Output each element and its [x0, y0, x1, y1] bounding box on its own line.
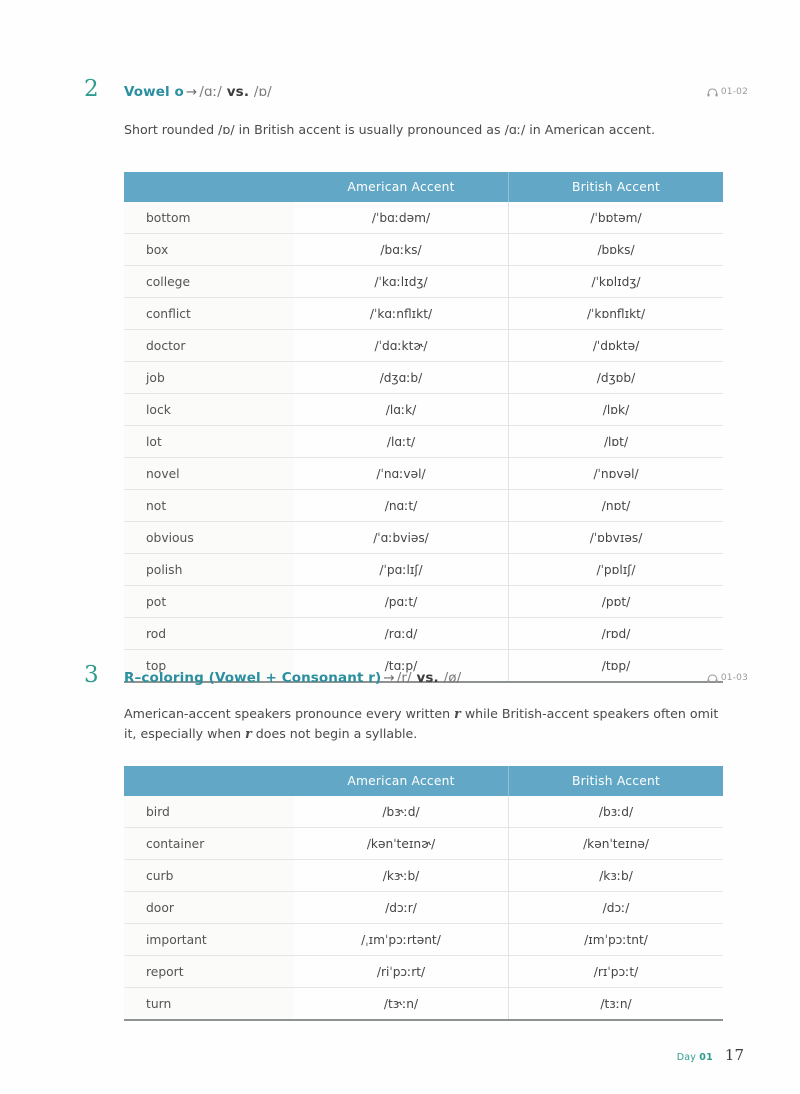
section-title-main: Vowel o — [124, 84, 184, 100]
section-title-main: R–coloring (Vowel + Consonant r) — [124, 670, 382, 686]
column-header-british: British Accent — [509, 766, 724, 796]
cell-american-ipa: /dʒɑːb/ — [294, 362, 509, 394]
cell-british-ipa: /rɪˈpɔːt/ — [509, 956, 724, 988]
headphones-icon — [707, 674, 718, 683]
section-title — [124, 670, 461, 686]
audio-track-number: 01-02 — [720, 87, 748, 97]
cell-american-ipa: /kɝːb/ — [294, 860, 509, 892]
cell-word: bird — [124, 796, 294, 828]
cell-british-ipa: /ˈbɒtəm/ — [509, 202, 724, 234]
cell-word: lot — [124, 426, 294, 458]
footer-day-number: 01 — [699, 1052, 713, 1063]
audio-track-number: 01-03 — [720, 673, 748, 683]
column-header-american: American Accent — [294, 766, 509, 796]
column-header-word — [124, 172, 294, 202]
section-title — [124, 84, 272, 100]
cell-american-ipa: /tɝːn/ — [294, 988, 509, 1021]
table-row — [124, 458, 723, 490]
cell-word: important — [124, 924, 294, 956]
arrow-glyph: → — [383, 670, 395, 686]
table-row — [124, 490, 723, 522]
cell-british-ipa: /ˈkɒnflɪkt/ — [509, 298, 724, 330]
table-row — [124, 924, 723, 956]
description-part-3: does not begin a syllable. — [251, 726, 418, 741]
cell-american-ipa: /kənˈteɪnɚ/ — [294, 828, 509, 860]
cell-british-ipa: /ˈɒbvɪəs/ — [509, 522, 724, 554]
cell-american-ipa: /ˌɪmˈpɔːrtənt/ — [294, 924, 509, 956]
cell-word: polish — [124, 554, 294, 586]
section-ipa-target: /r/ — [396, 670, 412, 686]
section-vs-label: vs. — [416, 670, 439, 686]
table-row — [124, 892, 723, 924]
cell-word: rod — [124, 618, 294, 650]
cell-british-ipa: /dʒɒb/ — [509, 362, 724, 394]
page-footer — [677, 1046, 744, 1064]
cell-british-ipa: /lɒt/ — [509, 426, 724, 458]
cell-british-ipa: /pɒt/ — [509, 586, 724, 618]
cell-british-ipa: /rɒd/ — [509, 618, 724, 650]
cell-american-ipa: /ˈɑːbviəs/ — [294, 522, 509, 554]
table-row — [124, 522, 723, 554]
headphones-icon — [707, 88, 718, 97]
footer-day-text: Day — [676, 1052, 697, 1063]
cell-word: college — [124, 266, 294, 298]
cell-american-ipa: /tɑːp/ — [294, 650, 509, 683]
audio-track-label[interactable] — [707, 673, 748, 683]
cell-word: obvious — [124, 522, 294, 554]
cell-british-ipa: /kɜːb/ — [509, 860, 724, 892]
cell-american-ipa: /rɑːd/ — [294, 618, 509, 650]
cell-american-ipa: /pɑːt/ — [294, 586, 509, 618]
cell-american-ipa: /riˈpɔːrt/ — [294, 956, 509, 988]
section-vowel-o — [0, 76, 800, 673]
cell-british-ipa: /lɒk/ — [509, 394, 724, 426]
cell-british-ipa: /ˈkɒlɪdʒ/ — [509, 266, 724, 298]
cell-word: turn — [124, 988, 294, 1021]
description-part-1: American-accent speakers pronounce every written — [124, 706, 455, 721]
section-ipa-compare: /ɒ/ — [253, 84, 272, 100]
table-row — [124, 618, 723, 650]
table-row — [124, 234, 723, 266]
description-emphasis-2: r — [245, 726, 252, 741]
table-row — [124, 362, 723, 394]
table-row — [124, 330, 723, 362]
table-row — [124, 266, 723, 298]
table-row — [124, 956, 723, 988]
cell-word: lock — [124, 394, 294, 426]
cell-british-ipa: /dɔː/ — [509, 892, 724, 924]
pronunciation-table-r-coloring — [124, 766, 723, 1021]
cell-word: box — [124, 234, 294, 266]
cell-american-ipa: /ˈdɑːktɚ/ — [294, 330, 509, 362]
section-ipa-target: /ɑː/ — [199, 84, 222, 100]
description-emphasis-1: r — [454, 706, 461, 721]
cell-word: bottom — [124, 202, 294, 234]
pronunciation-table-vowel-o — [124, 172, 723, 683]
table-row — [124, 426, 723, 458]
section-number: 2 — [84, 76, 99, 102]
cell-word: container — [124, 828, 294, 860]
column-header-british: British Accent — [509, 172, 724, 202]
cell-word: report — [124, 956, 294, 988]
cell-british-ipa: /ˈpɒlɪʃ/ — [509, 554, 724, 586]
cell-british-ipa: /tɜːn/ — [509, 988, 724, 1021]
table-header-row — [124, 766, 723, 796]
section-description: Short rounded /ɒ/ in British accent is usually pronounced as /ɑː/ in American accent. — [124, 122, 655, 137]
description-part-2: while British-accent speakers often omit it, especially when — [124, 706, 719, 741]
cell-american-ipa: /ˈkɑːlɪdʒ/ — [294, 266, 509, 298]
table-row — [124, 394, 723, 426]
section-2-header — [0, 76, 800, 112]
cell-british-ipa: /tɒp/ — [509, 650, 724, 683]
cell-american-ipa: /ˈkɑːnflɪkt/ — [294, 298, 509, 330]
cell-american-ipa: /lɑːt/ — [294, 426, 509, 458]
column-header-american: American Accent — [294, 172, 509, 202]
table-body-vowel-o — [124, 202, 723, 682]
cell-british-ipa: /bɜːd/ — [509, 796, 724, 828]
cell-word: door — [124, 892, 294, 924]
cell-american-ipa: /ˈbɑːdəm/ — [294, 202, 509, 234]
cell-word: curb — [124, 860, 294, 892]
cell-american-ipa: /lɑːk/ — [294, 394, 509, 426]
table-row — [124, 554, 723, 586]
table-row — [124, 828, 723, 860]
cell-british-ipa: /bɒks/ — [509, 234, 724, 266]
table-row — [124, 586, 723, 618]
cell-american-ipa: /nɑːt/ — [294, 490, 509, 522]
cell-american-ipa: /dɔːr/ — [294, 892, 509, 924]
footer-day-label — [677, 1052, 713, 1063]
cell-british-ipa: /ɪmˈpɔːtnt/ — [509, 924, 724, 956]
cell-british-ipa: /ˈdɒktə/ — [509, 330, 724, 362]
audio-track-label[interactable] — [707, 87, 748, 97]
section-description — [124, 704, 720, 744]
cell-american-ipa: /ˈpɑːlɪʃ/ — [294, 554, 509, 586]
table-row — [124, 202, 723, 234]
cell-word: conflict — [124, 298, 294, 330]
cell-british-ipa: /kənˈteɪnə/ — [509, 828, 724, 860]
column-header-word — [124, 766, 294, 796]
table-header-row — [124, 172, 723, 202]
cell-word: novel — [124, 458, 294, 490]
table-body-r-coloring — [124, 796, 723, 1020]
table-row — [124, 796, 723, 828]
cell-american-ipa: /ˈnɑːvəl/ — [294, 458, 509, 490]
cell-american-ipa: /bɝːd/ — [294, 796, 509, 828]
cell-word: pot — [124, 586, 294, 618]
section-number: 3 — [84, 662, 99, 688]
table-row — [124, 298, 723, 330]
cell-british-ipa: /nɒt/ — [509, 490, 724, 522]
table-row — [124, 988, 723, 1021]
section-ipa-compare: /ø/ — [443, 670, 462, 686]
cell-word: doctor — [124, 330, 294, 362]
cell-word: top — [124, 650, 294, 683]
arrow-glyph: → — [185, 84, 198, 100]
section-vs-label: vs. — [226, 84, 250, 100]
cell-american-ipa: /bɑːks/ — [294, 234, 509, 266]
page-number: 17 — [724, 1046, 744, 1064]
cell-british-ipa: /ˈnɒvəl/ — [509, 458, 724, 490]
cell-word: job — [124, 362, 294, 394]
table-row — [124, 860, 723, 892]
cell-word: not — [124, 490, 294, 522]
